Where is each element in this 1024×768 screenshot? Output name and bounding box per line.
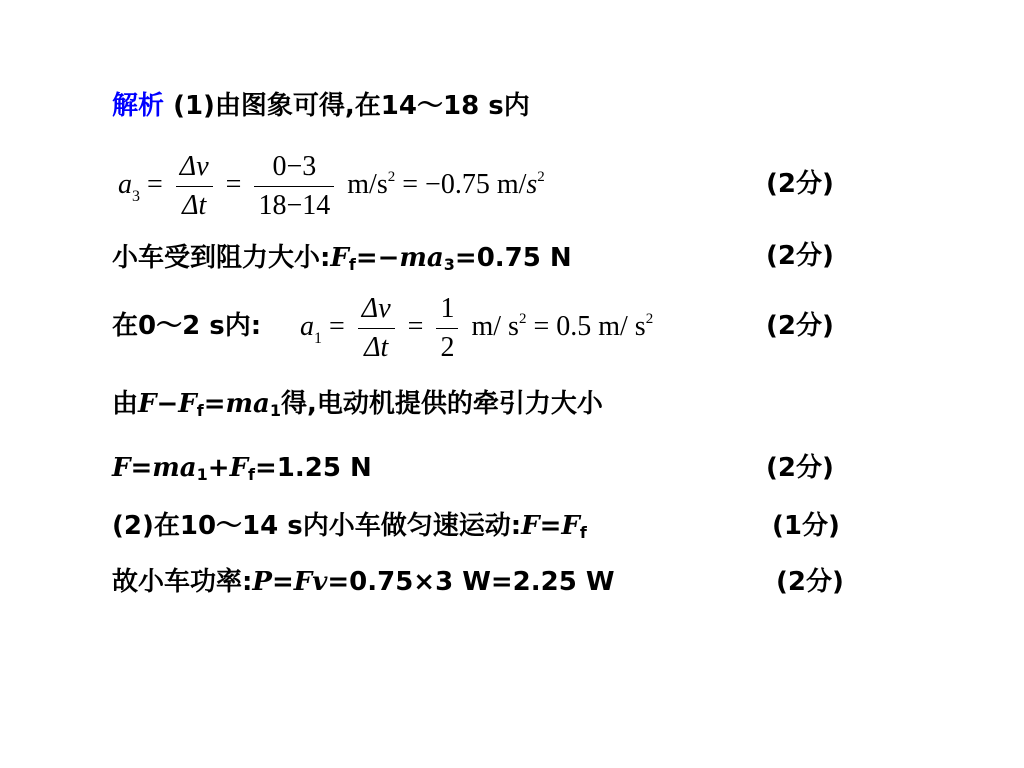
power-line: 故小车功率:P=Fv=0.75×3 W=2.25 W (112, 567, 615, 597)
fraction-values: $\frac{0-3}{18-14}$ (254, 150, 334, 223)
score-5: (1分) (772, 511, 840, 541)
uniform-motion-line: (2)在10～14 s内小车做匀速运动$:F=F_f$ (112, 511, 587, 542)
score-1: (2分) (766, 169, 834, 199)
score-6: (2分) (776, 567, 844, 597)
intro-text: (1)由图象可得,在14～18 s内 (164, 91, 530, 121)
force-result-line: $F=ma_1+F_f=1.25$ N (112, 453, 372, 484)
resistance-line: 小车受到阻力大小$:F_f=-ma_3=0.75$ N (112, 243, 572, 274)
score-2: (2分) (766, 241, 834, 271)
equation-a3: $a_3$ = $\frac{\Delta v}{\Delta t}$ = $\frac{0-3}{18-14}$ $m/s^2 = -0.75$ $m/s^2$ (118, 151, 545, 221)
score-3: (2分) (766, 311, 834, 341)
score-4: (2分) (766, 453, 834, 483)
analysis-label: 解析 (112, 91, 165, 121)
equation-a1: $a_1$ = $\frac{\Delta v}{\Delta t}$ = $\frac{1}{2}$ m/ $s^2 = 0.5$ m/ $s^2$ (300, 293, 654, 363)
fraction-dv-dt: $\frac{\Delta v}{\Delta t}$ (176, 150, 213, 223)
traction-line: 由$F-F_f=ma_1$得,电动机提供的牵引力大小 (112, 389, 603, 420)
interval-0-2-line: 在0～2 s内: (112, 311, 262, 341)
intro-line (112, 90, 530, 122)
